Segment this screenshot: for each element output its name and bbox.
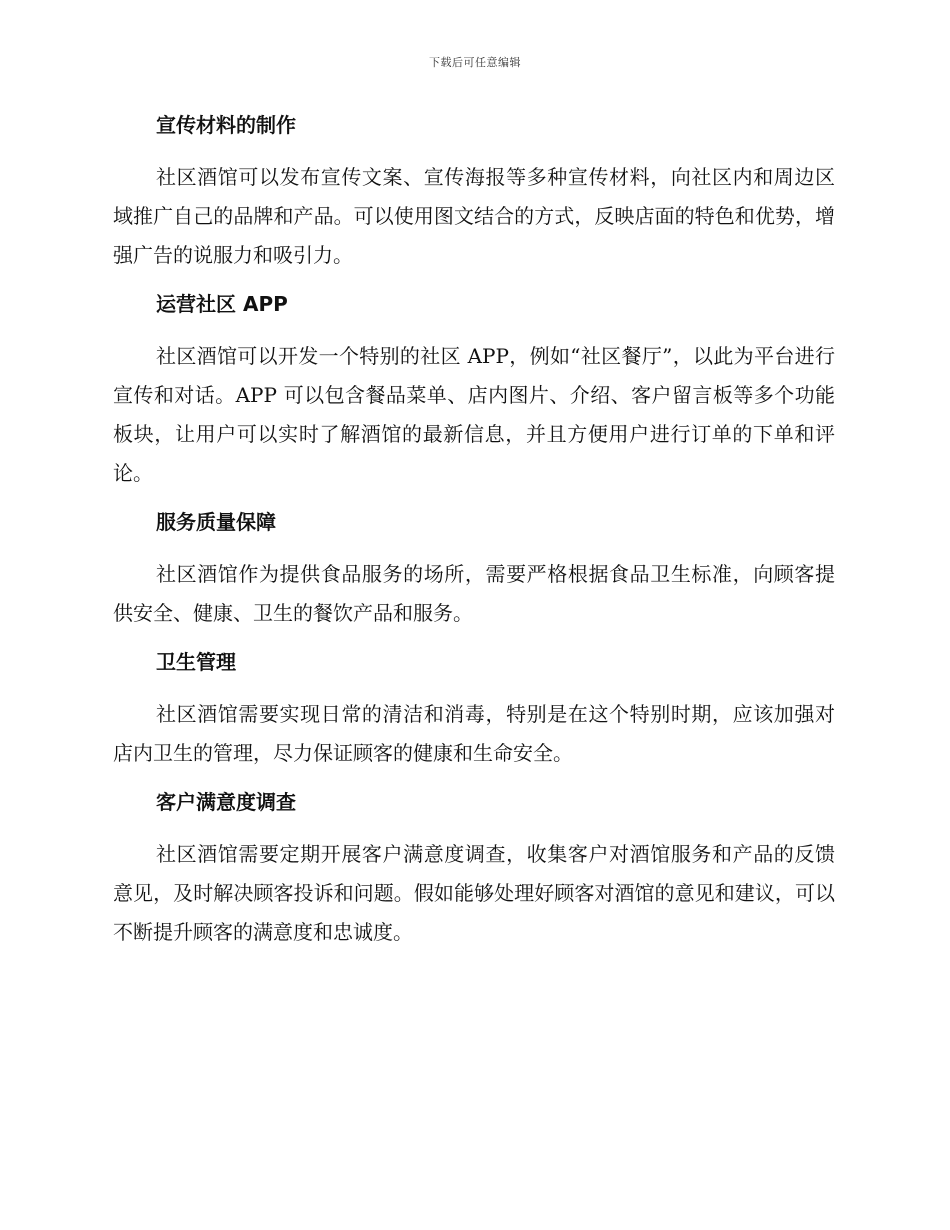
section-hygiene-management bbox=[113, 647, 835, 773]
section-title: 宣传材料的制作 bbox=[156, 113, 296, 137]
section-paragraph: 社区酒馆需要实现日常的清洁和消毒，特别是在这个特别时期，应该加强对店内卫生的管理，尽力保证顾客的健康和生命安全。 bbox=[113, 702, 835, 765]
header-note: 下载后可任意编辑 bbox=[429, 56, 521, 69]
section-title: 服务质量保障 bbox=[156, 510, 276, 534]
section-paragraph: 社区酒馆可以发布宣传文案、宣传海报等多种宣传材料，向社区内和周边区域推广自己的品牌和产品。可以使用图文结合的方式，反映店面的特色和优势，增强广告的说服力和吸引力。 bbox=[113, 165, 835, 267]
section-customer-survey bbox=[113, 787, 835, 952]
document-content bbox=[113, 110, 835, 966]
section-title: 卫生管理 bbox=[156, 650, 236, 674]
section-community-app bbox=[113, 289, 835, 493]
section-service-quality bbox=[113, 507, 835, 633]
section-title: 运营社区 APP bbox=[156, 292, 288, 316]
section-paragraph: 社区酒馆作为提供食品服务的场所，需要严格根据食品卫生标准，向顾客提供安全、健康、卫生的餐饮产品和服务。 bbox=[113, 562, 835, 625]
section-promotional-materials bbox=[113, 110, 835, 275]
section-paragraph: 社区酒馆需要定期开展客户满意度调查，收集客户对酒馆服务和产品的反馈意见，及时解决顾客投诉和问题。假如能够处理好顾客对酒馆的意见和建议，可以不断提升顾客的满意度和忠诚度。 bbox=[113, 842, 835, 944]
section-title: 客户满意度调查 bbox=[156, 790, 296, 814]
section-paragraph: 社区酒馆可以开发一个特别的社区 APP，例如“社区餐厅”，以此为平台进行宣传和对话。APP 可以包含餐品菜单、店内图片、介绍、客户留言板等多个功能板块，让用户可以实时了解酒馆的最新信息，并且方便用户进行订单的下单和评论。 bbox=[113, 344, 835, 485]
